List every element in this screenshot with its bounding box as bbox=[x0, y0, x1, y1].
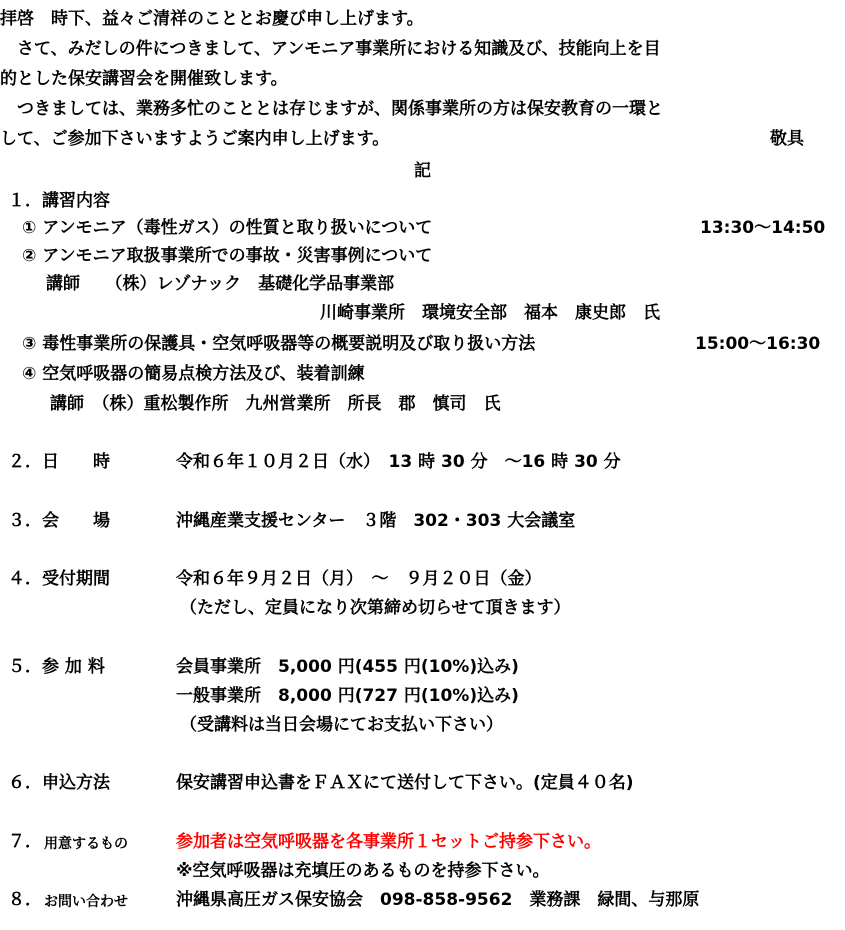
intro-paragraph-1-line-2: 的とした保安講習会を開催致します。 bbox=[0, 69, 288, 89]
section-1-title: １．講習内容 bbox=[8, 191, 110, 211]
fee-member: 会員事業所 5,000 円(455 円(10%)込み) bbox=[176, 657, 519, 677]
ki-heading: 記 bbox=[414, 161, 431, 181]
fee-note: （受講料は当日会場にてお支払い下さい） bbox=[180, 715, 503, 735]
reception-period-note: （ただし、定員になり次第締め切らせて頂きます） bbox=[180, 598, 571, 618]
section-2-label: ２．日 時 bbox=[8, 452, 110, 472]
venue-value: 沖縄産業支援センター ３階 302・303 大会議室 bbox=[176, 511, 576, 531]
section-7-label: 用意するもの bbox=[44, 836, 128, 852]
date-time-value: 令和６年１０月２日（水） 13 時 30 分 〜16 時 30 分 bbox=[176, 452, 621, 472]
section-6-label: ６．申込方法 bbox=[8, 773, 110, 793]
course-item-3-time: 15:00〜16:30 bbox=[695, 334, 821, 354]
section-8-label: お問い合わせ bbox=[44, 894, 128, 910]
course-item-4: ④ 空気呼吸器の簡易点検方法及び、装着訓練 bbox=[22, 364, 365, 384]
section-7-number: ７． bbox=[8, 832, 42, 852]
section-8-number: ８． bbox=[8, 890, 42, 910]
course-item-2: ② アンモニア取扱事業所での事故・災害事例について bbox=[22, 246, 433, 266]
lecturer-1-line-1: 講師 （株）レゾナック 基礎化学品事業部 bbox=[46, 274, 395, 294]
application-method-value: 保安講習申込書をＦＡＸにて送付して下さい。(定員４０名) bbox=[176, 773, 634, 793]
items-to-bring-note: ※空気呼吸器は充填圧のあるものを持参下さい。 bbox=[176, 861, 550, 881]
intro-paragraph-1-line-1: さて、みだしの件につきまして、アンモニア事業所における知識及び、技能向上を目 bbox=[0, 39, 661, 59]
course-item-1: ① アンモニア（毒性ガス）の性質と取り扱いについて bbox=[22, 218, 433, 238]
items-to-bring-value: 参加者は空気呼吸器を各事業所１セットご持参下さい。 bbox=[176, 832, 601, 852]
intro-paragraph-2-line-2: して、ご参加下さいますようご案内申し上げます。 bbox=[0, 129, 390, 149]
section-3-label: ３．会 場 bbox=[8, 511, 110, 531]
section-5-label: ５．参 加 料 bbox=[8, 657, 105, 677]
greeting-line: 拝啓 時下、益々ご清祥のこととお慶び申し上げます。 bbox=[0, 9, 424, 29]
section-4-label: ４．受付期間 bbox=[8, 569, 110, 589]
course-item-1-time: 13:30〜14:50 bbox=[700, 218, 826, 238]
course-item-3: ③ 毒性事業所の保護具・空気呼吸器等の概要説明及び取り扱い方法 bbox=[22, 334, 536, 354]
closing-keigu: 敬具 bbox=[770, 129, 804, 149]
lecturer-2: 講師 （株）重松製作所 九州営業所 所長 郡 慎司 氏 bbox=[50, 394, 501, 414]
contact-value: 沖縄県高圧ガス保安協会 098-858-9562 業務課 緑間、与那原 bbox=[176, 890, 700, 910]
reception-period-value: 令和６年９月２日（月） 〜 ９月２０日（金） bbox=[176, 569, 542, 589]
lecturer-1-line-2: 川崎事業所 環境安全部 福本 康史郎 氏 bbox=[320, 303, 660, 323]
fee-general: 一般事業所 8,000 円(727 円(10%)込み) bbox=[176, 686, 519, 706]
intro-paragraph-2-line-1: つきましては、業務多忙のこととは存じますが、関係事業所の方は保安教育の一環と bbox=[0, 99, 663, 119]
